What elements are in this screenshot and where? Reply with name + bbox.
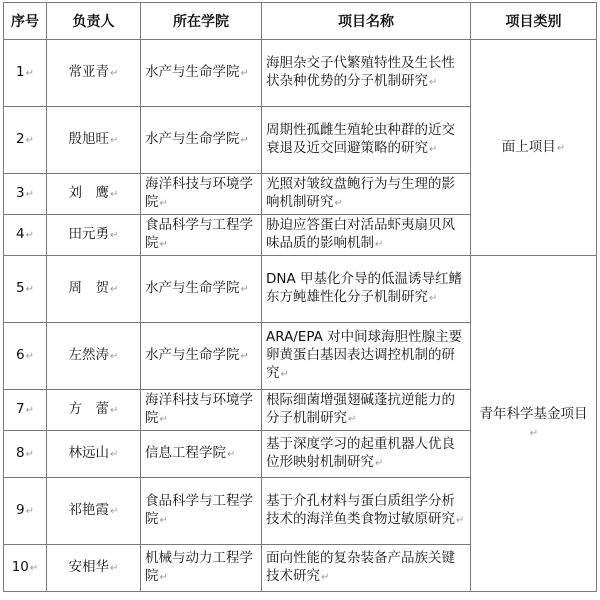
cell-leader: 常亚青↵ <box>47 40 141 107</box>
header-no: 序号 <box>4 3 47 40</box>
cell-leader: 林远山↵ <box>47 431 141 478</box>
cell-college: 水产与生命学院↵ <box>141 256 262 323</box>
cell-project-name: 海胆杂交子代繁殖特性及生长性状杂种优势的分子机制研究↵ <box>262 40 471 107</box>
cell-no: 6↵ <box>4 323 47 390</box>
cell-college: 水产与生命学院↵ <box>141 323 262 390</box>
cell-leader: 方 蕾↵ <box>47 390 141 431</box>
cell-leader: 左然涛↵ <box>47 323 141 390</box>
cell-college: 海洋科技与环境学院↵ <box>141 174 262 215</box>
cell-leader: 刘 鹰↵ <box>47 174 141 215</box>
cell-college: 水产与生命学院↵ <box>141 40 262 107</box>
cell-college: 食品科学与工程学院↵ <box>141 215 262 256</box>
cell-leader: 安相华↵ <box>47 545 141 592</box>
cell-project-name: DNA 甲基化介导的低温诱导红鳍东方鲀雄性化分子机制研究↵ <box>262 256 471 323</box>
table-row <box>4 40 597 107</box>
cell-project-name: 胁迫应答蛋白对活品虾夷扇贝风味品质的影响机制↵ <box>262 215 471 256</box>
cell-project-name: 根际细菌增强翅碱蓬抗逆能力的分子机制研究↵ <box>262 390 471 431</box>
cell-college: 海洋科技与环境学院↵ <box>141 390 262 431</box>
cell-leader: 殷旭旺↵ <box>47 107 141 174</box>
cell-college: 水产与生命学院↵ <box>141 107 262 174</box>
header-leader: 负责人 <box>47 3 141 40</box>
cell-project-name: 基于介孔材料与蛋白质组学分析技术的海洋鱼类食物过敏原研究↵ <box>262 478 471 545</box>
cell-no: 1↵ <box>4 40 47 107</box>
cell-no: 10↵ <box>4 545 47 592</box>
cell-college: 食品科学与工程学院↵ <box>141 478 262 545</box>
cell-project-type-youth: 青年科学基金项目↵ <box>471 256 597 592</box>
cell-project-name: 基于深度学习的起重机器人优良位形映射机制研究↵ <box>262 431 471 478</box>
cell-project-type-general: 面上项目↵ <box>471 40 597 256</box>
header-college: 所在学院 <box>141 3 262 40</box>
cell-leader: 田元勇↵ <box>47 215 141 256</box>
project-table <box>3 2 597 592</box>
cell-leader: 祁艳霞↵ <box>47 478 141 545</box>
cell-no: 7↵ <box>4 390 47 431</box>
cell-college: 机械与动力工程学院↵ <box>141 545 262 592</box>
cell-no: 9↵ <box>4 478 47 545</box>
cell-no: 8↵ <box>4 431 47 478</box>
header-project-type: 项目类别 <box>471 3 597 40</box>
cell-college: 信息工程学院↵ <box>141 431 262 478</box>
cell-project-name: 周期性孤雌生殖轮虫种群的近交衰退及近交回避策略的研究↵ <box>262 107 471 174</box>
header-row <box>4 3 597 40</box>
cell-project-name: 面向性能的复杂装备产品族关键技术研究↵ <box>262 545 471 592</box>
cell-no: 3↵ <box>4 174 47 215</box>
cell-project-name: ARA/EPA 对中间球海胆性腺主要卵黄蛋白基因表达调控机制的研究↵ <box>262 323 471 390</box>
table-row <box>4 256 597 323</box>
cell-project-name: 光照对皱纹盘鲍行为与生理的影响机制研究↵ <box>262 174 471 215</box>
cell-no: 5↵ <box>4 256 47 323</box>
cell-no: 2↵ <box>4 107 47 174</box>
cell-leader: 周 贺↵ <box>47 256 141 323</box>
header-project-name: 项目名称 <box>262 3 471 40</box>
cell-no: 4↵ <box>4 215 47 256</box>
